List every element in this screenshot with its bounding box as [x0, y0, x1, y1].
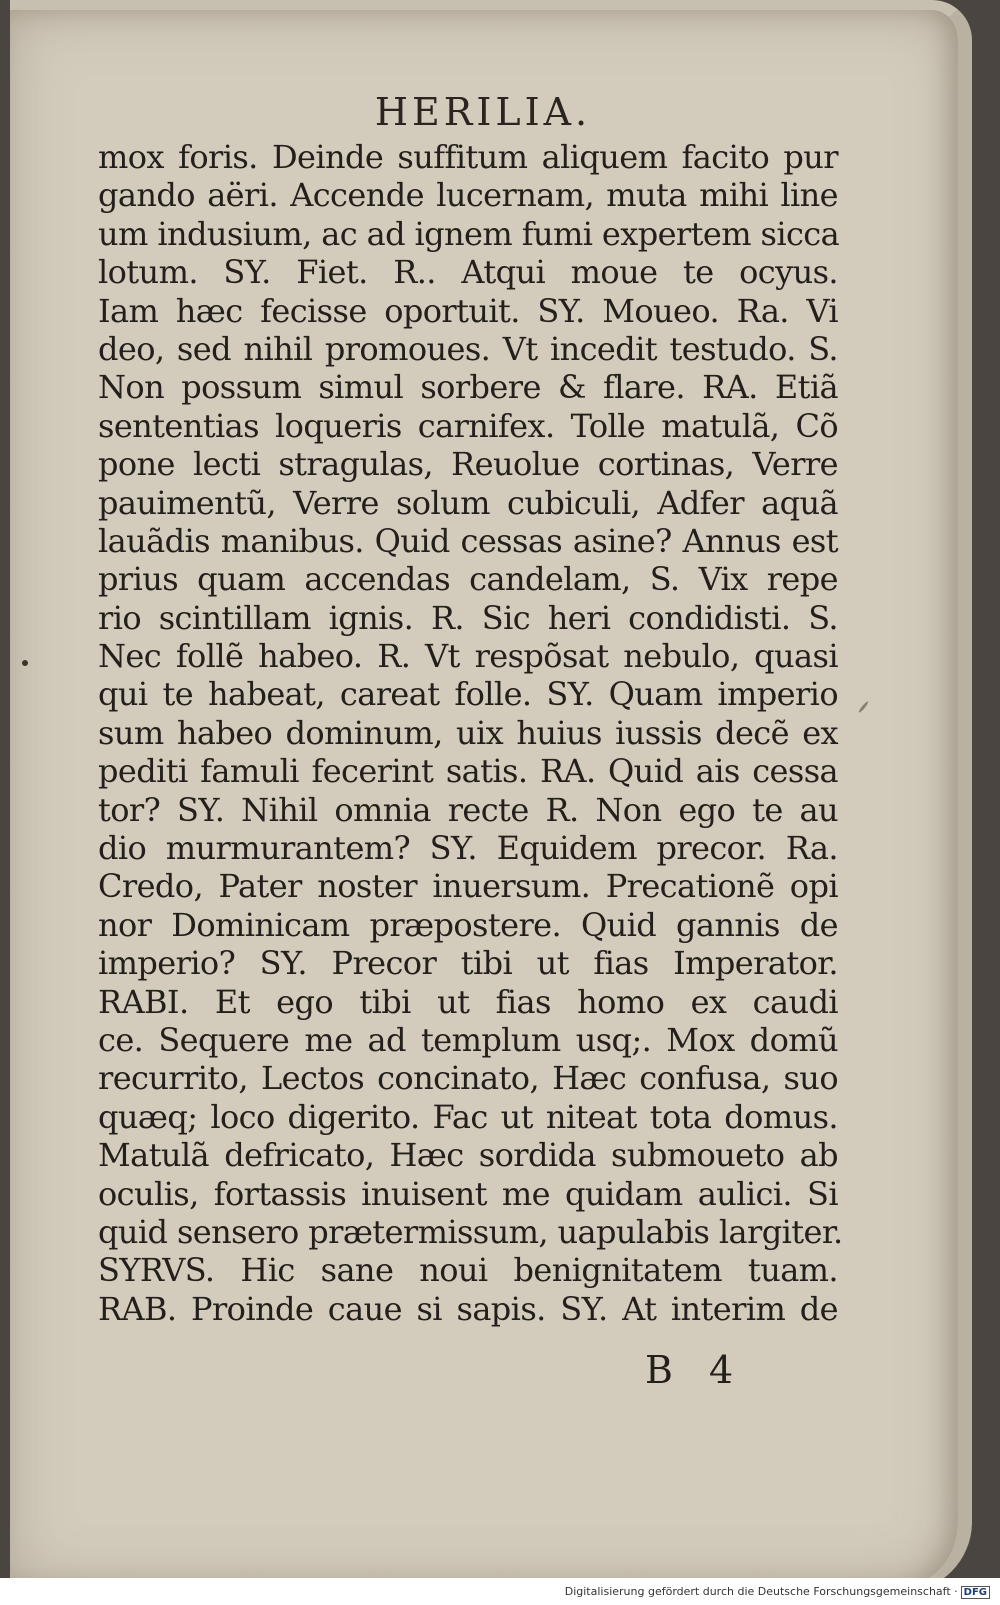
- text-line: mox foris. Deinde suffitum aliquem facito pur: [98, 138, 838, 176]
- text-line: prius quam accendas candelam, S. Vix repe: [98, 560, 838, 599]
- book-page: [10, 0, 972, 1578]
- footer-credit-text: Digitalisierung gefördert durch die Deutsche Forschungsgemeinschaft ·: [564, 1585, 958, 1598]
- text-line: gando aëri. Accende lucernam, muta mihi line: [98, 176, 838, 215]
- dfg-logo: DFG: [961, 1586, 990, 1599]
- text-line: Non possum simul sorbere & flare. RA. Etiã: [98, 368, 838, 407]
- text-line: tor? SY. Nihil omnia recte R. Non ego te au: [98, 790, 838, 829]
- text-line: sententias loqueris carnifex. Tolle matulã, Cõ: [98, 406, 838, 445]
- text-line: nor Dominicam præpostere. Quid gannis de: [98, 905, 838, 944]
- text-line: pauimentũ, Verre solum cubiculi, Adfer aquã: [98, 483, 838, 522]
- text-line: ce. Sequere me ad templum usq;. Mox domũ: [98, 1020, 838, 1059]
- running-head: HERILIA.: [374, 90, 592, 134]
- footer-credit: [565, 1585, 990, 1599]
- page-text-block: [98, 90, 843, 1328]
- text-line: qui te habeat, careat folle. SY. Quam imperio: [98, 675, 838, 714]
- text-line: SYRVS. Hic sane noui benignitatem tuam.: [98, 1251, 838, 1290]
- text-line: dio murmurantem? SY. Equidem precor. Ra.: [98, 829, 838, 868]
- text-line: imperio? SY. Precor tibi ut fias Imperator.: [98, 944, 838, 983]
- text-line: recurrito, Lectos concinato, Hæc confusa, suo: [98, 1059, 838, 1098]
- text-line: Credo, Pater noster inuersum. Precationẽ opi: [98, 867, 838, 906]
- text-line: quid sensero prætermissum, uapulabis largiter.: [98, 1212, 843, 1251]
- text-line: pone lecti stragulas, Reuolue cortinas, Verre: [98, 445, 838, 484]
- signature-mark: B 4: [645, 1348, 746, 1392]
- text-line: deo, sed nihil promoues. Vt incedit testudo. S.: [98, 329, 838, 368]
- text-line: oculis, fortassis inuisent me quidam aulici. Si: [98, 1174, 838, 1213]
- text-line: um indusium, ac ad ignem fumi expertem sicca: [98, 214, 840, 253]
- text-line: Nec follẽ habeo. R. Vt respõsat nebulo, quasi: [98, 637, 838, 676]
- text-line: rio scintillam ignis. R. Sic heri condidisti. S.: [98, 598, 838, 637]
- text-line: Matulã defricato, Hæc sordida submoueto ab: [98, 1136, 838, 1175]
- text-line: lotum. SY. Fiet. R.. Atqui moue te ocyus.: [98, 253, 838, 292]
- page-speck: [22, 660, 28, 666]
- page-mark: [858, 701, 869, 714]
- text-line: lauãdis manibus. Quid cessas asine? Annus est: [98, 521, 838, 560]
- text-line: sum habeo dominum, uix huius iussis decẽ ex: [98, 713, 838, 752]
- text-line: RAB. Proinde caue si sapis. SY. At interim de: [98, 1289, 838, 1328]
- text-line: pediti famuli fecerint satis. RA. Quid ais cessa: [98, 752, 838, 791]
- text-line: quæq; loco digerito. Fac ut niteat tota domus.: [98, 1097, 838, 1136]
- text-lines: [98, 138, 843, 1328]
- text-line: RABI. Et ego tibi ut fias homo ex caudi: [98, 982, 838, 1021]
- text-line: Iam hæc fecisse oportuit. SY. Moueo. Ra. Vi: [98, 291, 838, 330]
